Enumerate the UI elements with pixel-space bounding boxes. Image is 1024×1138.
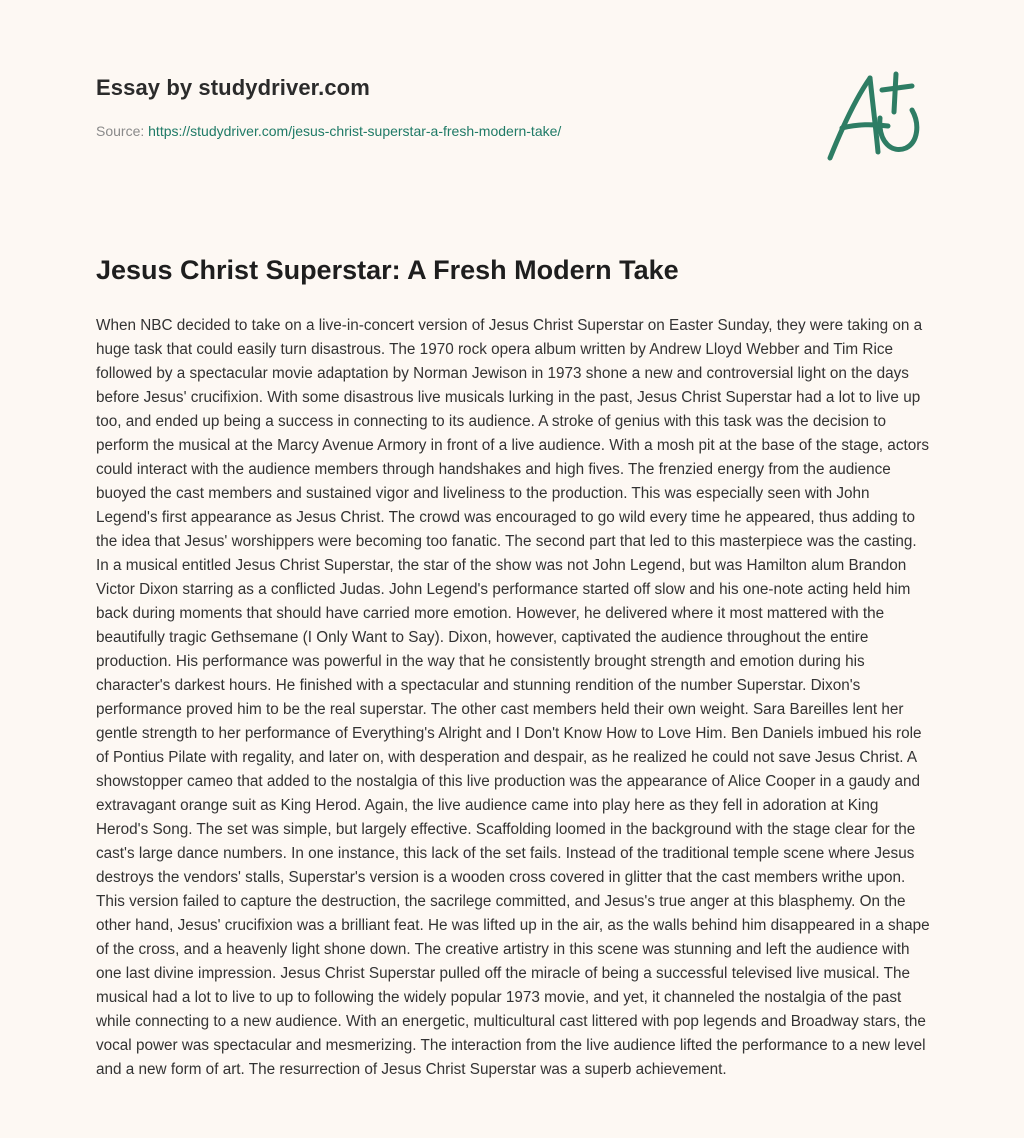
- essay-body: When NBC decided to take on a live-in-concert version of Jesus Christ Superstar on Easter Sunday, they were taking on a huge task that could easily turn disastrous. The 1970 rock opera album written by Andrew Lloyd Webber and Tim Rice followed by a spectacular movie adaptation by Norman Jewison in 1973 shone a new and controversial light on the days before Jesus' crucifixion. With some disastrous live musicals lurking in the past, Jesus Christ Superstar had a lot to live up too, and ended up being a success in connecting to its audience. A stroke of genius with this task was the decision to perform the musical at the Marcy Avenue Armory in front of a live audience. With a mosh pit at the base of the stage, actors could interact with the audience members through handshakes and high fives. The frenzied energy from the audience buoyed the cast members and sustained vigor and liveliness to the production. This was especially seen with John Legend's first appearance as Jesus Christ. The crowd was encouraged to go wild every time he appeared, thus adding to the idea that Jesus' worshippers were becoming too fanatic. The second part that led to this masterpiece was the casting. In a musical entitled Jesus Christ Superstar, the star of the show was not John Legend, but was Hamilton alum Brandon Victor Dixon starring as a conflicted Judas. John Legend's performance started off slow and his one-note acting held him back during moments that should have carried more emotion. However, he delivered where it most mattered with the beautifully tragic Gethsemane (I Only Want to Say). Dixon, however, captivated the audience throughout the entire production. His performance was powerful in the way that he consistently brought strength and emotion during his character's darkest hours. He finished with a spectacular and stunning rendition of the number Superstar. Dixon's performance proved him to be the real superstar. The other cast members held their own weight. Sara Bareilles lent her gentle strength to her performance of Everything's Alright and I Don't Know How to Love Him. Ben Daniels imbued his role of Pontius Pilate with regality, and later on, with desperation and despair, as he realized he could not save Jesus Christ. A showstopper cameo that added to the nostalgia of this live production was the appearance of Alice Cooper in a gaudy and extravagant orange suit as King Herod. Again, the live audience came into play here as they fell in adoration at King Herod's Song. The set was simple, but largely effective. Scaffolding loomed in the background with the stage clear for the cast's large dance numbers. In one instance, this lack of the set fails. Instead of the traditional temple scene where Jesus destroys the vendors' stalls, Superstar's version is a wooden cross covered in glitter that the cast members writhe upon. This version failed to capture the destruction, the sacrilege committed, and Jesus's true anger at this blasphemy. On the other hand, Jesus' crucifixion was a brilliant feat. He was lifted up in the air, as the walls behind him disappeared in a shape of the cross, and a heavenly light shone down. The creative artistry in this scene was stunning and left the audience with one last divine impression. Jesus Christ Superstar pulled off the miracle of being a successful televised live musical. The musical had a lot to live to up to following the widely popular 1973 movie, and yet, it channeled the nostalgia of the past while connecting to a new audience. With an energetic, multicultural cast littered with pop legends and Broadway stars, the vocal power was spectacular and mesmerizing. The interaction from the live audience lifted the performance to a new level and a new form of art. The resurrection of Jesus Christ Superstar was a superb achievement.: [96, 317, 930, 1078]
- essay-title: Jesus Christ Superstar: A Fresh Modern Take: [96, 255, 679, 285]
- source-label: Source:: [96, 123, 149, 139]
- site-brand: Essay by studydriver.com: [96, 75, 370, 100]
- source-line: [96, 123, 561, 139]
- a-plus-logo-icon: [820, 66, 930, 166]
- source-link[interactable]: https://studydriver.com/jesus-christ-superstar-a-fresh-modern-take/: [148, 123, 562, 139]
